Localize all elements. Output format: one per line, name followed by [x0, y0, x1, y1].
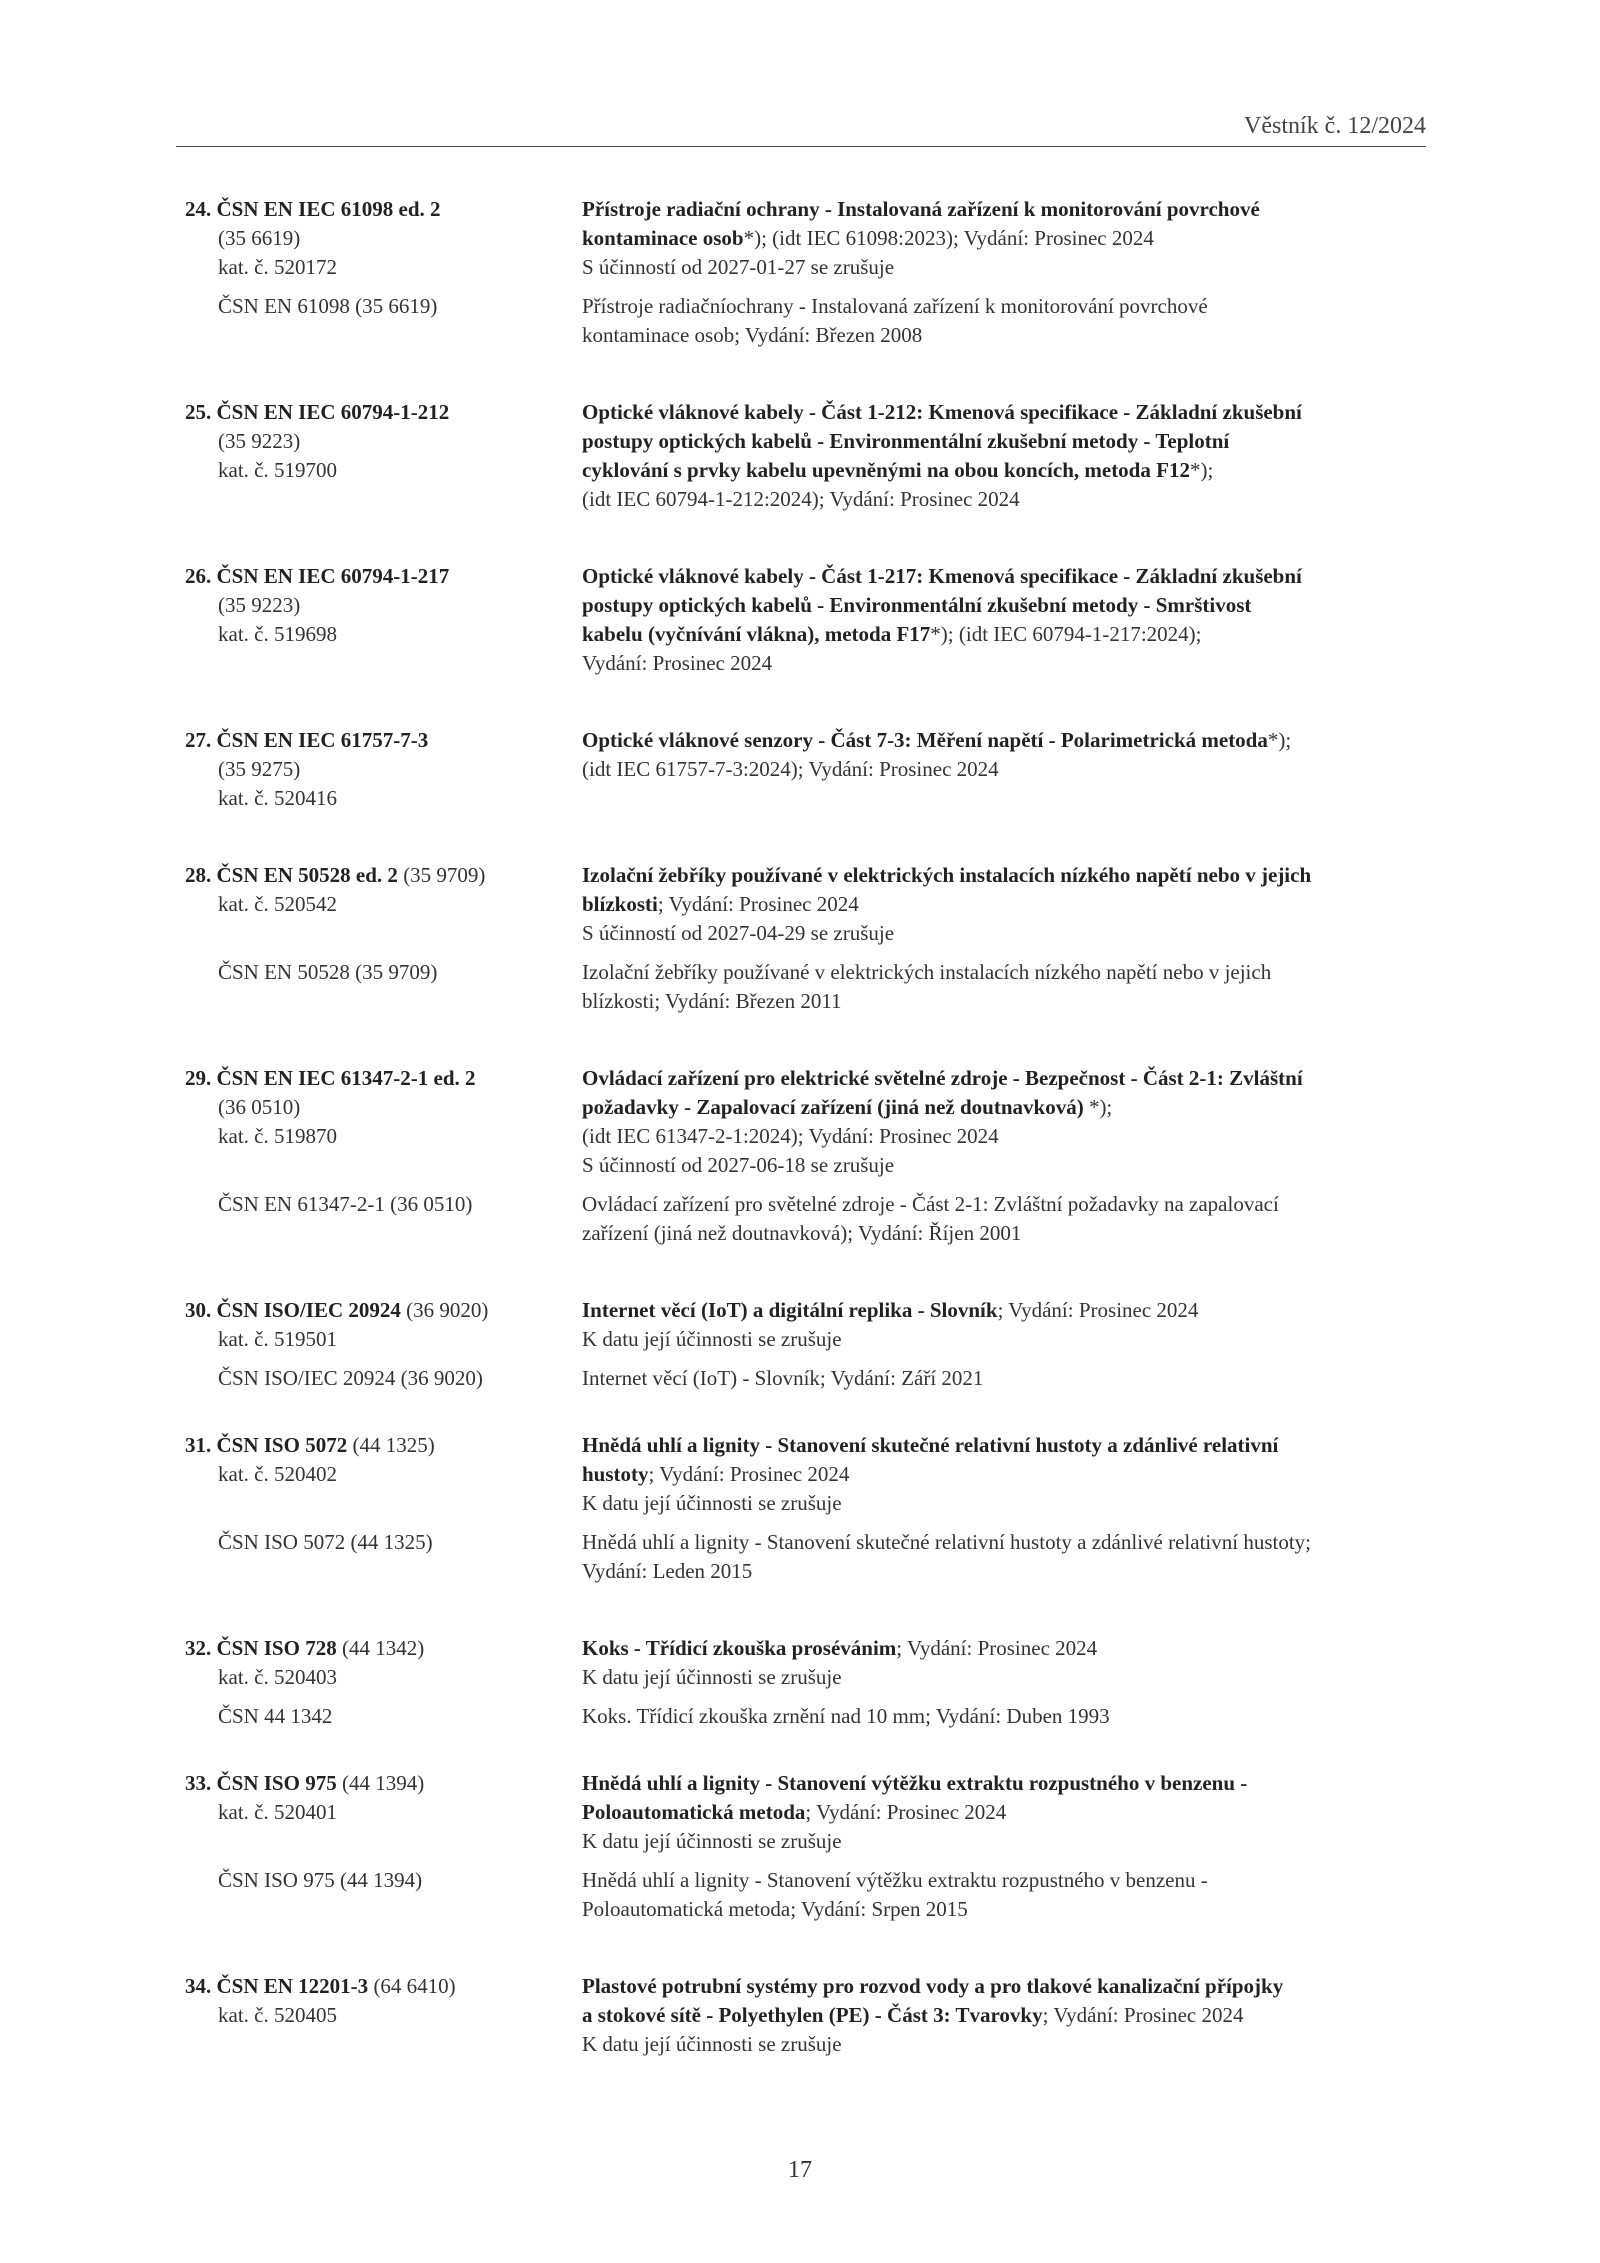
text: S účinností od 2027-01-27 se zrušuje: [582, 255, 895, 279]
text: *);: [1189, 458, 1214, 482]
standard-title-line: [582, 649, 1440, 678]
text: ; Vydání: Prosinec 2024: [1042, 2003, 1244, 2027]
standard-title-line: [582, 427, 1440, 456]
replaced-designation-line: [185, 958, 560, 987]
standard-title: [582, 195, 1440, 282]
text: kat. č. 519700: [218, 458, 337, 482]
replaced-title: [582, 1866, 1440, 1924]
replaced-designation-line: [185, 1190, 560, 1219]
standard-designation-line: [185, 1663, 560, 1692]
replaced-designation-line: [185, 1702, 560, 1731]
standard-designation-line: [185, 224, 560, 253]
bold-text: Optické vláknové kabely - Část 1-217: Kmenová specifikace - Základní zkušební: [582, 564, 1302, 588]
standard-title-line: [582, 620, 1440, 649]
bold-text: 31. ČSN ISO 5072: [185, 1433, 348, 1457]
text: *); (idt IEC 61098:2023); Vydání: Prosinec 2024: [743, 226, 1154, 250]
replaced-title-line: [582, 958, 1440, 987]
text: K datu její účinnosti se zrušuje: [582, 1491, 842, 1515]
replaced-title-line: [582, 321, 1440, 350]
text: blízkosti; Vydání: Březen 2011: [582, 989, 842, 1013]
standard-title-line: [582, 1431, 1440, 1460]
replaced-designation: [185, 292, 560, 321]
standard-title-line: [582, 1296, 1440, 1325]
standard-designation-line: [185, 726, 560, 755]
text: (idt IEC 61757-7-3:2024); Vydání: Prosinec 2024: [582, 757, 999, 781]
standard-title-line: [582, 2001, 1440, 2030]
text: ; Vydání: Prosinec 2024: [805, 1800, 1007, 1824]
text: kontaminace osob; Vydání: Březen 2008: [582, 323, 923, 347]
replaced-title-line: [582, 1702, 1440, 1731]
standard-title-line: [582, 562, 1440, 591]
standard-designation: [185, 398, 560, 485]
standard-designation: [185, 1064, 560, 1151]
standard-designation-line: [185, 1972, 560, 2001]
bold-text: 24. ČSN EN IEC 61098 ed. 2: [185, 197, 441, 221]
text: K datu její účinnosti se zrušuje: [582, 2032, 842, 2056]
text: Přístroje radiačníochrany - Instalovaná zařízení k monitorování povrchové: [582, 294, 1208, 318]
standard-title-line: [582, 195, 1440, 224]
bold-text: postupy optických kabelů - Environmentální zkušební metody - Smrštivost: [582, 593, 1252, 617]
text: Vydání: Prosinec 2024: [582, 651, 773, 675]
page-number: 17: [788, 2157, 812, 2183]
standard-title: [582, 1296, 1440, 1354]
standard-title-line: [582, 1663, 1440, 1692]
text: kat. č. 520416: [218, 786, 337, 810]
bold-text: postupy optických kabelů - Environmentální zkušební metody - Teplotní: [582, 429, 1230, 453]
standard-designation-line: [185, 1093, 560, 1122]
text: Koks. Třídicí zkouška zrnění nad 10 mm; Vydání: Duben 1993: [582, 1704, 1110, 1728]
standard-title-line: [582, 1798, 1440, 1827]
text: ČSN EN 50528 (35 9709): [218, 960, 438, 984]
standard-designation: [185, 1296, 560, 1354]
standard-title-line: [582, 2030, 1440, 2059]
standard-designation-line: [185, 1769, 560, 1798]
standard-title: [582, 1769, 1440, 1856]
bold-text: 28. ČSN EN 50528 ed. 2: [185, 863, 398, 887]
text: S účinností od 2027-06-18 se zrušuje: [582, 1153, 895, 1177]
standard-designation-line: [185, 1325, 560, 1354]
standard-designation-line: [185, 1296, 560, 1325]
standard-title-line: [582, 1972, 1440, 2001]
bold-text: Izolační žebříky používané v elektrických instalacích nízkého napětí nebo v jejich: [582, 863, 1312, 887]
standard-title-line: [582, 591, 1440, 620]
standard-title: [582, 1972, 1440, 2059]
bold-text: 32. ČSN ISO 728: [185, 1636, 337, 1660]
standard-title: [582, 726, 1440, 784]
standard-title-line: [582, 1827, 1440, 1856]
text: ; Vydání: Prosinec 2024: [648, 1462, 850, 1486]
standard-title: [582, 861, 1440, 948]
text: K datu její účinnosti se zrušuje: [582, 1829, 842, 1853]
standard-title-line: [582, 1769, 1440, 1798]
replaced-title-line: [582, 1219, 1440, 1248]
standard-title-line: [582, 224, 1440, 253]
text: kat. č. 519501: [218, 1327, 337, 1351]
replaced-title-line: [582, 1895, 1440, 1924]
standard-designation: [185, 195, 560, 282]
replaced-designation-line: [185, 1364, 560, 1393]
bold-text: Optické vláknové senzory - Část 7-3: Měření napětí - Polarimetrická metoda: [582, 728, 1268, 752]
standard-designation-line: [185, 253, 560, 282]
text: K datu její účinnosti se zrušuje: [582, 1327, 842, 1351]
text: K datu její účinnosti se zrušuje: [582, 1665, 842, 1689]
standard-designation-line: [185, 398, 560, 427]
replaced-title-line: [582, 1190, 1440, 1219]
standard-designation-line: [185, 1634, 560, 1663]
standard-designation-line: [185, 861, 560, 890]
bold-text: kabelu (vyčnívání vlákna), metoda F17: [582, 622, 931, 646]
replaced-title: [582, 292, 1440, 350]
text: kat. č. 520172: [218, 255, 337, 279]
text: Poloautomatická metoda; Vydání: Srpen 2015: [582, 1897, 968, 1921]
text: ČSN ISO/IEC 20924 (36 9020): [218, 1366, 483, 1390]
bold-text: 30. ČSN ISO/IEC 20924: [185, 1298, 401, 1322]
text: (35 9275): [218, 757, 301, 781]
replaced-title-line: [582, 1364, 1440, 1393]
bold-text: 26. ČSN EN IEC 60794-1-217: [185, 564, 450, 588]
text: (36 9020): [400, 1298, 489, 1322]
bold-text: kontaminace osob: [582, 226, 744, 250]
replaced-designation-line: [185, 1528, 560, 1557]
text: (35 9709): [397, 863, 486, 887]
bold-text: Plastové potrubní systémy pro rozvod vody a pro tlakové kanalizační přípojky: [582, 1974, 1284, 1998]
standard-designation-line: [185, 784, 560, 813]
text: Internet věcí (IoT) - Slovník; Vydání: Září 2021: [582, 1366, 984, 1390]
standard-title-line: [582, 485, 1440, 514]
bold-text: Internet věcí (IoT) a digitální replika - Slovník: [582, 1298, 998, 1322]
standard-designation: [185, 861, 560, 919]
standard-designation-line: [185, 562, 560, 591]
text: Hnědá uhlí a lignity - Stanovení výtěžku extraktu rozpustného v benzenu -: [582, 1868, 1208, 1892]
text: Ovládací zařízení pro světelné zdroje - Část 2-1: Zvláštní požadavky na zapalovací: [582, 1192, 1279, 1216]
text: ČSN EN 61098 (35 6619): [218, 294, 438, 318]
text: kat. č. 520403: [218, 1665, 337, 1689]
standard-title-line: [582, 1093, 1440, 1122]
standard-title: [582, 398, 1440, 514]
text: kat. č. 520542: [218, 892, 337, 916]
bold-text: Přístroje radiační ochrany - Instalovaná zařízení k monitorování povrchové: [582, 197, 1260, 221]
text: (44 1342): [336, 1636, 425, 1660]
bold-text: Hnědá uhlí a lignity - Stanovení skutečné relativní hustoty a zdánlivé relativní: [582, 1433, 1279, 1457]
standard-title-line: [582, 456, 1440, 485]
text: kat. č. 519870: [218, 1124, 337, 1148]
standard-designation-line: [185, 1460, 560, 1489]
standard-title-line: [582, 1634, 1440, 1663]
bold-text: 25. ČSN EN IEC 60794-1-212: [185, 400, 450, 424]
text: ČSN EN 61347-2-1 (36 0510): [218, 1192, 473, 1216]
standard-title-line: [582, 253, 1440, 282]
standard-designation: [185, 1972, 560, 2030]
text: S účinností od 2027-04-29 se zrušuje: [582, 921, 895, 945]
standard-title-line: [582, 1151, 1440, 1180]
standard-title-line: [582, 1489, 1440, 1518]
text: (35 6619): [218, 226, 301, 250]
standard-title-line: [582, 1325, 1440, 1354]
bold-text: hustoty: [582, 1462, 649, 1486]
standard-title-line: [582, 1460, 1440, 1489]
text: ; Vydání: Prosinec 2024: [657, 892, 859, 916]
standard-designation: [185, 1634, 560, 1692]
replaced-title-line: [582, 1557, 1440, 1586]
replaced-title-line: [582, 292, 1440, 321]
standard-title-line: [582, 1064, 1440, 1093]
bold-text: Hnědá uhlí a lignity - Stanovení výtěžku extraktu rozpustného v benzenu -: [582, 1771, 1248, 1795]
standard-designation-line: [185, 1122, 560, 1151]
text: (64 6410): [368, 1974, 456, 1998]
standard-designation-line: [185, 620, 560, 649]
standard-title-line: [582, 726, 1440, 755]
standard-title: [582, 1064, 1440, 1180]
text: (44 1394): [336, 1771, 425, 1795]
standard-designation-line: [185, 195, 560, 224]
text: ; Vydání: Prosinec 2024: [896, 1636, 1098, 1660]
replaced-designation: [185, 1702, 560, 1731]
text: ČSN 44 1342: [218, 1704, 333, 1728]
text: ČSN ISO 975 (44 1394): [218, 1868, 423, 1892]
text: ČSN ISO 5072 (44 1325): [218, 1530, 433, 1554]
standard-title-line: [582, 861, 1440, 890]
text: *); (idt IEC 60794-1-217:2024);: [930, 622, 1202, 646]
bold-text: cyklování s prvky kabelu upevněnými na obou koncích, metoda F12: [582, 458, 1190, 482]
replaced-designation: [185, 1364, 560, 1393]
standard-title-line: [582, 919, 1440, 948]
text: (idt IEC 60794-1-212:2024); Vydání: Prosinec 2024: [582, 487, 1020, 511]
text: kat. č. 520402: [218, 1462, 337, 1486]
text: (35 9223): [218, 593, 301, 617]
text: kat. č. 520405: [218, 2003, 337, 2027]
standard-designation-line: [185, 1064, 560, 1093]
bold-text: Optické vláknové kabely - Část 1-212: Kmenová specifikace - Základní zkušební: [582, 400, 1302, 424]
standard-designation-line: [185, 1798, 560, 1827]
standard-designation-line: [185, 890, 560, 919]
text: (44 1325): [347, 1433, 435, 1457]
text: *);: [1267, 728, 1292, 752]
standard-title-line: [582, 890, 1440, 919]
bold-text: 33. ČSN ISO 975: [185, 1771, 337, 1795]
text: *);: [1083, 1095, 1113, 1119]
text: (idt IEC 61347-2-1:2024); Vydání: Prosinec 2024: [582, 1124, 999, 1148]
replaced-title-line: [582, 987, 1440, 1016]
text: kat. č. 519698: [218, 622, 337, 646]
bold-text: požadavky - Zapalovací zařízení (jiná než doutnavková): [582, 1095, 1084, 1119]
replaced-designation: [185, 1190, 560, 1219]
standard-designation: [185, 1431, 560, 1489]
replaced-title: [582, 1364, 1440, 1393]
standard-title-line: [582, 755, 1440, 784]
replaced-title: [582, 1702, 1440, 1731]
bold-text: Ovládací zařízení pro elektrické světelné zdroje - Bezpečnost - Část 2-1: Zvláštní: [582, 1066, 1303, 1090]
standard-title: [582, 1431, 1440, 1518]
standard-designation-line: [185, 591, 560, 620]
bold-text: a stokové sítě - Polyethylen (PE) - Část 3: Tvarovky: [582, 2003, 1043, 2027]
standard-title-line: [582, 398, 1440, 427]
text: zařízení (jiná než doutnavková); Vydání: Říjen 2001: [582, 1221, 1022, 1245]
bold-text: 27. ČSN EN IEC 61757-7-3: [185, 728, 429, 752]
text: kat. č. 520401: [218, 1800, 337, 1824]
bold-text: blízkosti: [582, 892, 658, 916]
standard-designation-line: [185, 1431, 560, 1460]
standard-designation-line: [185, 2001, 560, 2030]
text: Izolační žebříky používané v elektrických instalacích nízkého napětí nebo v jejich: [582, 960, 1272, 984]
replaced-designation-line: [185, 1866, 560, 1895]
bold-text: 29. ČSN EN IEC 61347-2-1 ed. 2: [185, 1066, 476, 1090]
text: ; Vydání: Prosinec 2024: [997, 1298, 1199, 1322]
replaced-title-line: [582, 1866, 1440, 1895]
text: (35 9223): [218, 429, 301, 453]
replaced-title: [582, 958, 1440, 1016]
replaced-designation-line: [185, 292, 560, 321]
standard-designation: [185, 1769, 560, 1827]
replaced-title: [582, 1190, 1440, 1248]
standard-designation-line: [185, 456, 560, 485]
standard-designation-line: [185, 427, 560, 456]
replaced-designation: [185, 1528, 560, 1557]
text: Hnědá uhlí a lignity - Stanovení skutečné relativní hustoty a zdánlivé relativní hustoty;: [582, 1530, 1312, 1554]
bold-text: Koks - Třídicí zkouška prosévánim: [582, 1636, 897, 1660]
text: (36 0510): [218, 1095, 301, 1119]
replaced-title: [582, 1528, 1440, 1586]
text: Vydání: Leden 2015: [582, 1559, 753, 1583]
replaced-designation: [185, 958, 560, 987]
standard-designation: [185, 562, 560, 649]
standard-designation: [185, 726, 560, 813]
standard-title-line: [582, 1122, 1440, 1151]
standard-title: [582, 562, 1440, 678]
journal-issue-title: Věstník č. 12/2024: [1244, 113, 1426, 139]
replaced-designation: [185, 1866, 560, 1895]
replaced-title-line: [582, 1528, 1440, 1557]
standard-title: [582, 1634, 1440, 1692]
bold-text: Poloautomatická metoda: [582, 1800, 806, 1824]
standard-designation-line: [185, 755, 560, 784]
bold-text: 34. ČSN EN 12201-3: [185, 1974, 369, 1998]
